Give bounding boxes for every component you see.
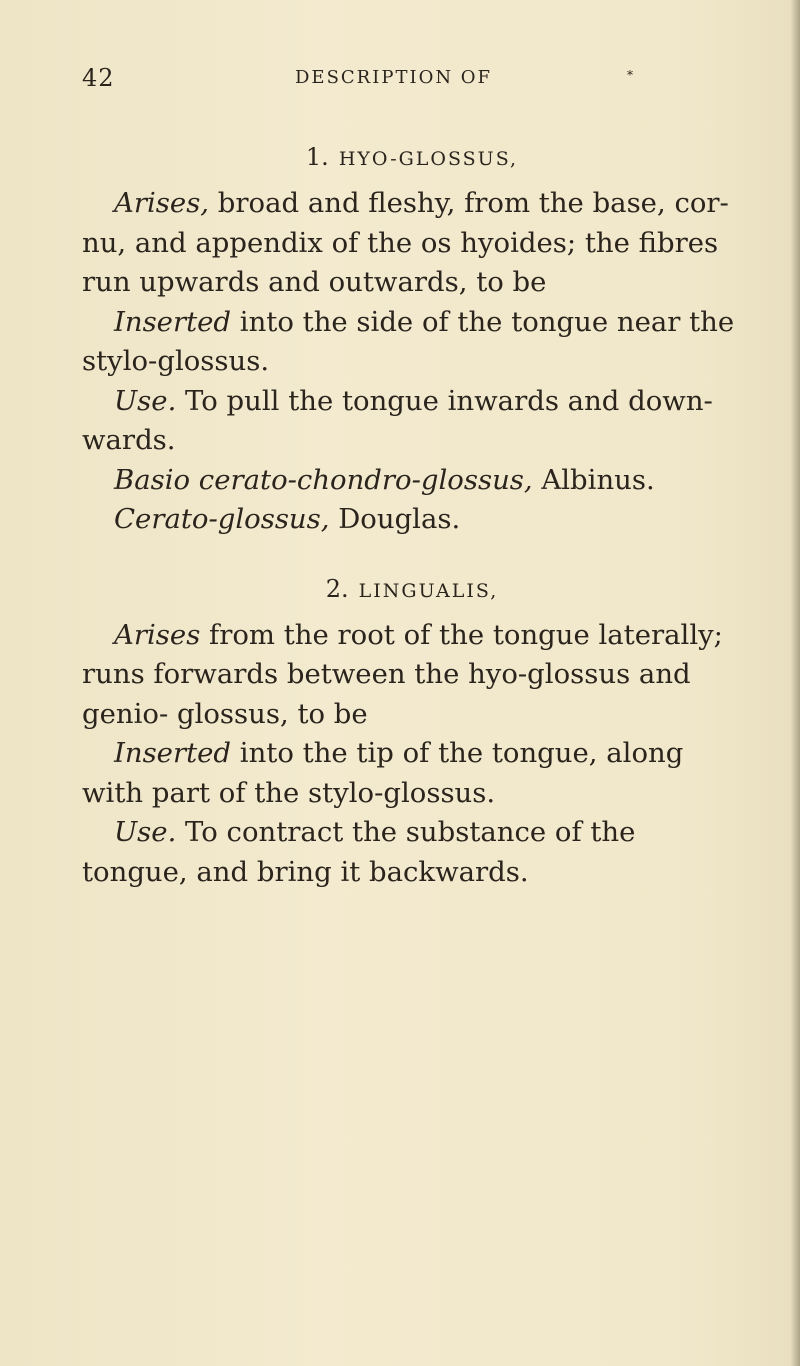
synonym-name: Cerato-glossus, [114,503,330,535]
arises-text: from the root of the tongue laterally; runs forwards between the hyo-glossus and genio- glossus, to be [82,618,723,730]
use-label: Use. [114,384,177,417]
page-edge-shadow [790,0,800,1366]
section-title: HYO-GLOSSUS, [338,148,519,170]
synonym-douglas [82,500,742,540]
synonym-name: Basio cerato-chondro-glossus, [114,463,533,496]
section-number: 2. [325,574,349,603]
inserted-label: Inserted [114,737,232,769]
section-heading-hyo-glossus [82,130,742,184]
inserted-text: into the side of the tongue near the stylo-glossus. [82,305,735,377]
running-head: DESCRIPTION OF [295,67,493,88]
inserted-text: into the tip of the tongue, along with part of the stylo-glossus. [82,737,684,809]
use-text: To pull the tongue inwards and down- wards. [82,384,713,456]
inserted-label: Inserted [114,305,232,338]
arises-paragraph [82,184,742,303]
synonym-albinus [82,461,742,501]
use-paragraph [82,382,742,461]
use-text: To contract the substance of the tongue, and bring it backwards. [82,816,636,888]
synonym-author: Douglas. [329,503,461,535]
section-number: 1. [305,143,329,171]
arises-label: Arises [114,618,201,651]
section-gap [82,540,742,562]
inserted-paragraph [82,734,742,813]
arises-text: broad and fleshy, from the base, cor- nu, and appendix of the os hyoides; the fibres run upwards and outwards, to be [82,187,729,298]
synonym-author: Albinus. [532,463,655,496]
inserted-paragraph [82,303,742,382]
use-paragraph [82,813,742,892]
use-label: Use. [114,816,177,848]
page-header [82,64,722,94]
arises-label: Arises, [114,187,210,219]
section-heading-lingualis [82,562,742,616]
printer-mark: * [627,68,633,82]
arises-paragraph [82,616,742,735]
section-title: LINGUALIS, [358,579,499,602]
page-number: 42 [82,64,115,92]
body-text [82,130,742,892]
